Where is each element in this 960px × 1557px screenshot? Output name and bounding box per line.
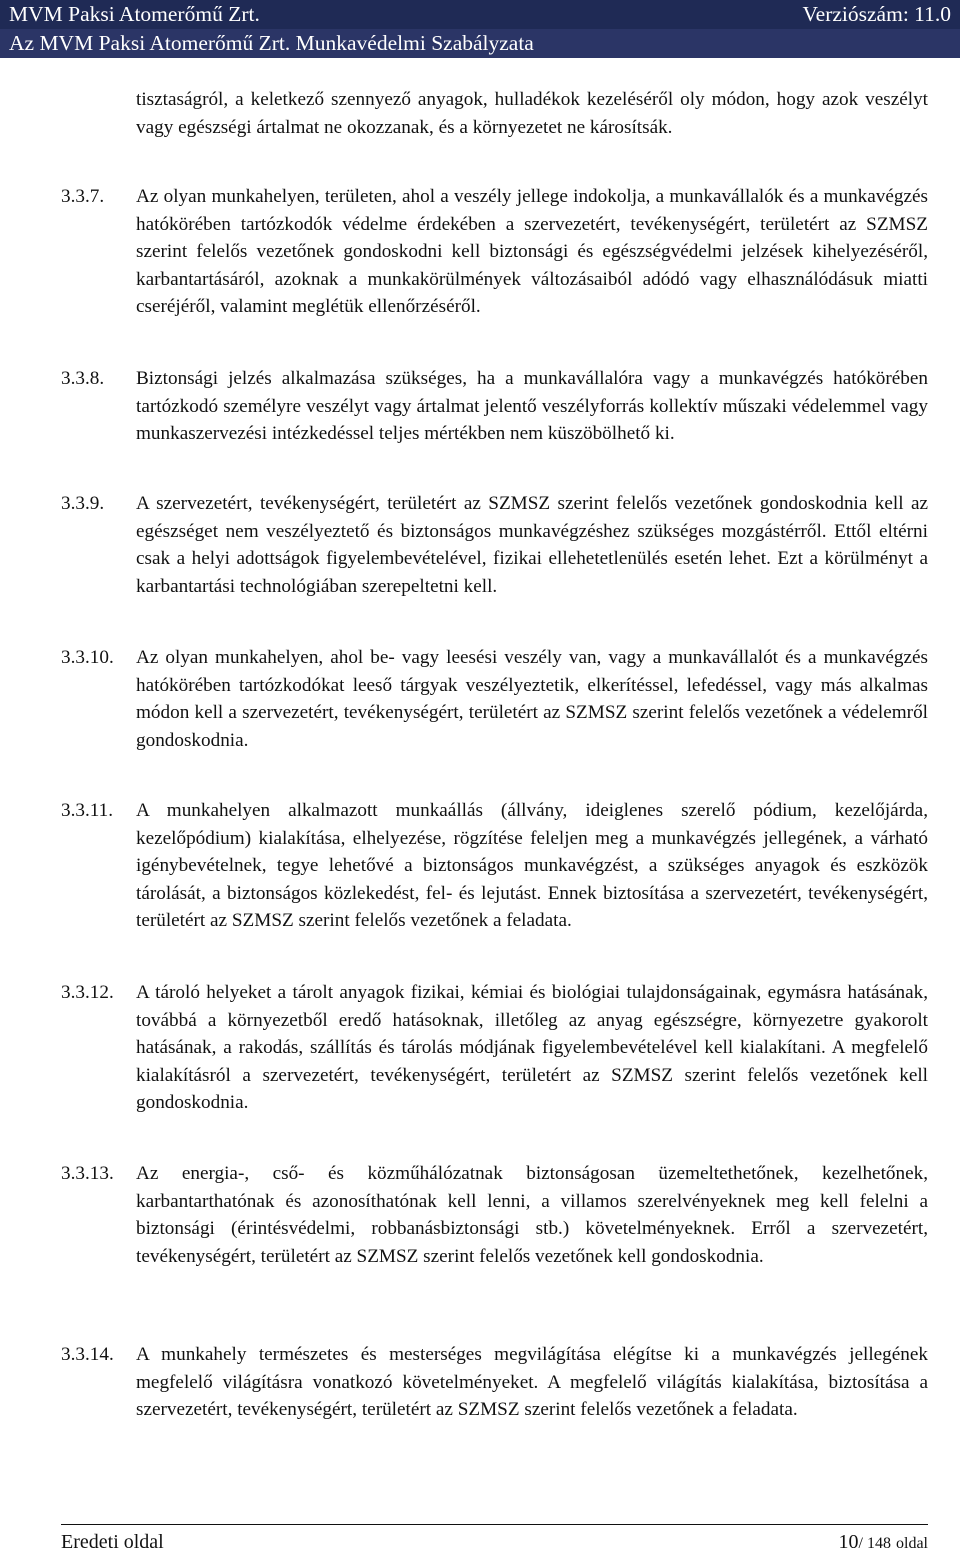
footer-divider: [61, 1524, 928, 1525]
page-header: [0, 0, 960, 58]
section-number: 3.3.8.: [61, 368, 105, 389]
section-text: Az energia-, cső- és közműhálózatnak biztonságosan üzemeltethetőnek, kezelhetőnek, karbantarthatónak és azonosíthatónak kell lenni, a villamos szerelvényeknek meg kell felelni a biztonsági (érintésvédelmi, robbanásbiztonsági stb.) követelményeknek. Erről a szervezetért, tevékenységért, területért az SZMSZ szerint felelős vezetőnek kell gondoskodnia.: [136, 1163, 928, 1267]
section-item-3-3-13: [61, 1160, 928, 1270]
section-number: 3.3.12.: [61, 982, 114, 1003]
section-item-3-3-12: [61, 979, 928, 1117]
page-number: [839, 1531, 928, 1554]
header-row-title: [0, 29, 960, 58]
section-number: 3.3.10.: [61, 647, 114, 668]
section-number: 3.3.14.: [61, 1344, 114, 1365]
section-text: A munkahely természetes és mesterséges megvilágítása elégítse ki a munkavégzés jellegének megfelelő világításra vonatkozó követelményeket. A megfelelő világítás kialakítása, biztosítása a szervezetért, tevékenységért, területért az SZMSZ szerint felelős vezetőnek a feladata.: [136, 1344, 928, 1421]
header-row-company: [0, 0, 960, 29]
section-item-3-3-14: [61, 1341, 928, 1424]
section-item-3-3-9: [61, 490, 928, 600]
company-name: MVM Paksi Atomerőmű Zrt.: [9, 2, 260, 26]
section-number: 3.3.9.: [61, 493, 105, 514]
section-item-3-3-11: [61, 797, 928, 935]
section-text: A munkahelyen alkalmazott munkaállás (állvány, ideiglenes szerelő pódium, kezelőjárda, kezelőpódium) kialakítása, elhelyezése, rögzítése feleljen meg a munkavégzés jellegének, a várható igénybevételnek, tegye lehetővé a biztonságos munkavégzést, a szükséges anyagok és eszközök tárolását, a biztonságos közlekedést, fel- és lejutást. Ennek biztosítása a szervezetért, tevékenységért, területért az SZMSZ szerint felelős vezetőnek a feladata.: [136, 800, 928, 932]
section-text: Biztonsági jelzés alkalmazása szükséges, ha a munkavállalóra vagy a munkavégzés hatókörében tartózkodó személyre veszélyt vagy ártalmat jelentő veszélyforrás kollektív műszaki védelemmel vagy munkaszervezési intézkedéssel teljes mértékben nem küszöbölhető ki.: [136, 368, 928, 445]
section-text: A szervezetért, tevékenységért, területért az SZMSZ szerint felelős vezetőnek gondoskodnia kell az egészséget nem veszélyeztető és biztonságos munkavégzéshez szükséges mozgástérről. Ettől eltérni csak a helyi adottságok figyelembevételével, fizikai ellehetetlenülés esetén lehet. Ezt a körülményt a karbantartási technológiában szerepeltetni kell.: [136, 493, 928, 597]
section-text: A tároló helyeket a tárolt anyagok fizikai, kémiai és biológiai tulajdonságainak, egymásra hatásának, továbbá a környezetből eredő hatásoknak, illetőleg az anyag egészségre, környezetre gyakorolt hatásának, a rakodás, szállítás és tárolás módjának figyelembevételével kell kialakítani. A megfelelő kialakításról a szervezetért, tevékenységért, területért az SZMSZ szerint felelős vezetőnek kell gondoskodnia.: [136, 982, 928, 1114]
section-item-3-3-7: [61, 183, 928, 321]
section-text: Az olyan munkahelyen, ahol be- vagy leesési veszély van, vagy a munkavállalót és a munkavégzés hatókörében tartózkodókat leeső tárgyak veszélyeztetik, elkerítéssel, lefedéssel, vagy más alkalmas módon kell a szervezetért, tevékenységért, területért az SZMSZ szerint felelős vezetőnek a védelemről gondoskodnia.: [136, 647, 928, 751]
footer-original-page-label: Eredeti oldal: [61, 1531, 164, 1553]
section-item-3-3-10: [61, 644, 928, 754]
section-number: 3.3.11.: [61, 800, 114, 821]
section-item-3-3-8: [61, 365, 928, 448]
document-title: Az MVM Paksi Atomerőmű Zrt. Munkavédelmi Szabályzata: [9, 31, 534, 55]
current-page: 10: [838, 1531, 859, 1553]
intro-paragraph: tisztaságról, a keletkező szennyező anyagok, hulladékok kezeléséről oly módon, hogy azok veszélyt vagy egészségi ártalmat ne okozzanak, és a környezetet ne károsítsák.: [136, 89, 928, 138]
total-pages: / 148: [858, 1535, 891, 1552]
version-label: Verziószám: 11.0: [802, 2, 951, 26]
section-number: 3.3.7.: [61, 186, 105, 207]
page-footer: [61, 1531, 928, 1557]
page-suffix: oldal: [896, 1535, 928, 1552]
section-text: Az olyan munkahelyen, területen, ahol a veszély jellege indokolja, a munkavállalók és a munkavégzés hatókörében tartózkodók védelme érdekében a szervezetért, tevékenységért, területért az SZMSZ szerint felelős vezetőnek gondoskodni kell biztonsági és egészségvédelmi jelzések kihelyezéséről, karbantartásáról, azoknak a munkakörülmények változásaiból adódó vagy elhasználódásuk miatti cseréjéről, valamint meglétük ellenőrzéséről.: [136, 186, 928, 318]
section-number: 3.3.13.: [61, 1163, 114, 1184]
